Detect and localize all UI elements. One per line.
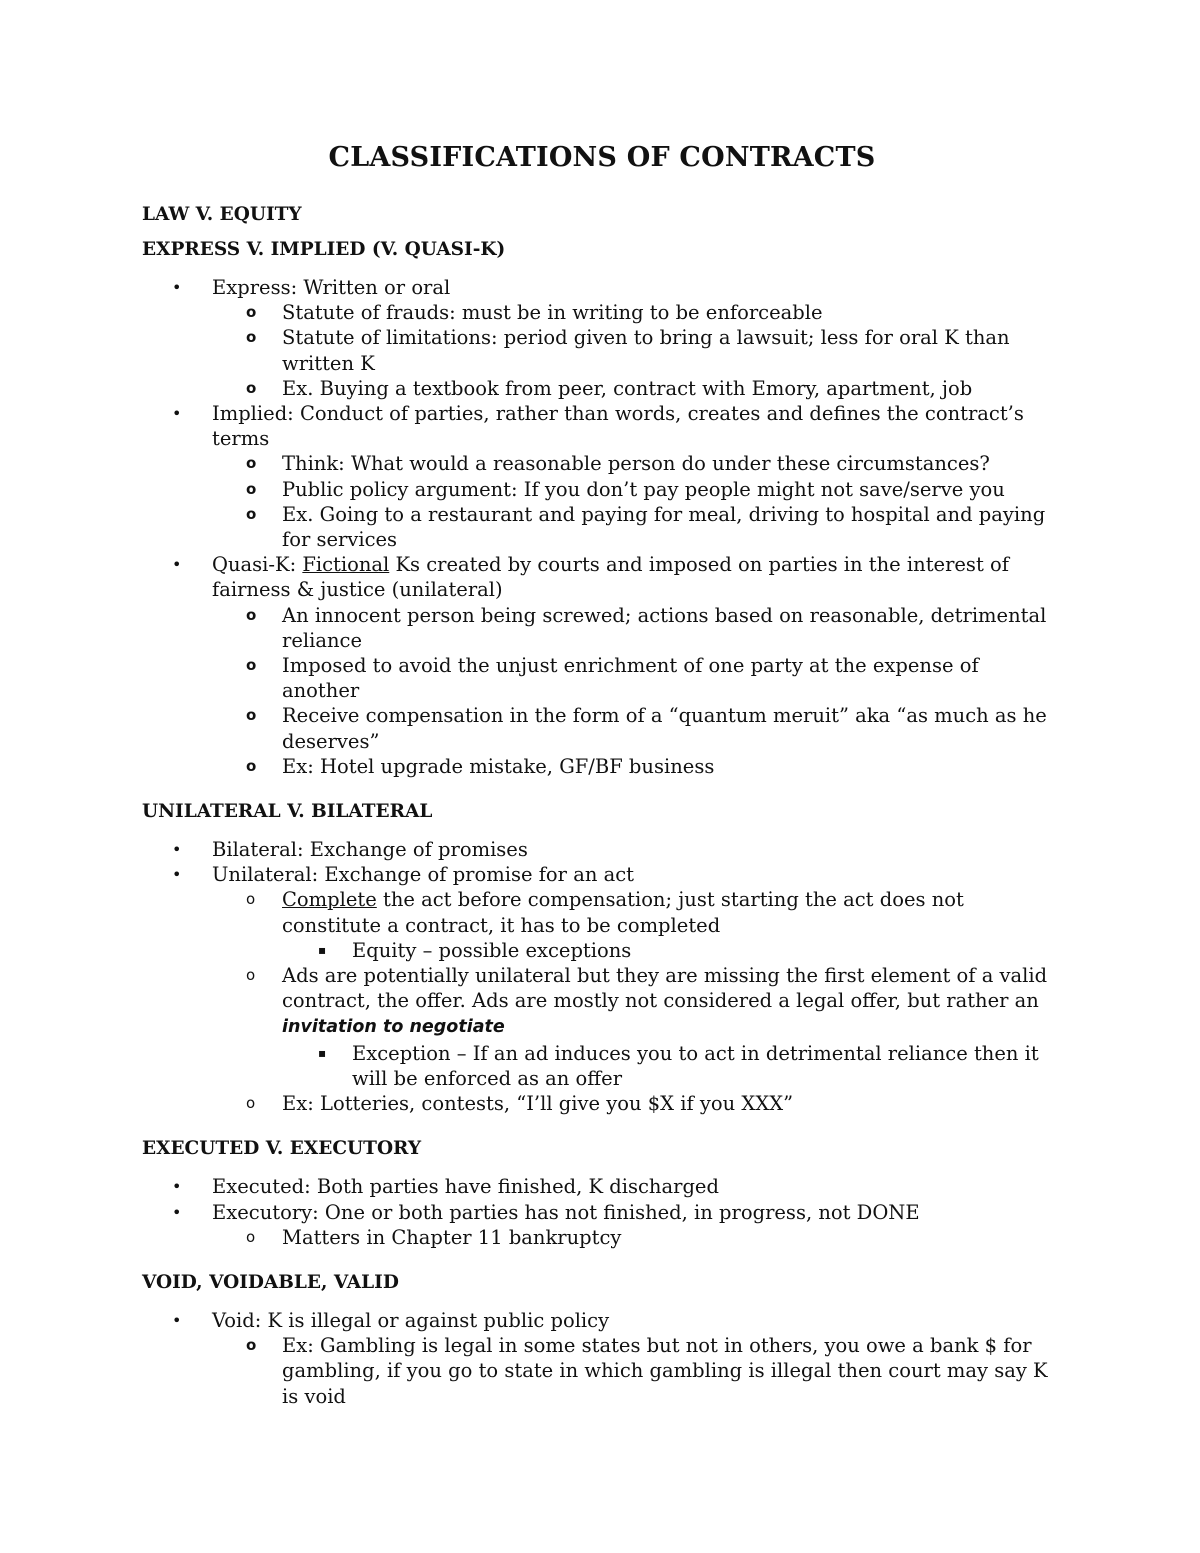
sub-bullet-icon: o [246, 890, 256, 909]
sub-bullet-icon: o [246, 656, 257, 675]
list-item-implied-example: o Ex. Going to a restaurant and paying for meal, driving to hospital and paying for services [246, 502, 1046, 552]
list-executed-executory [142, 1174, 1062, 1250]
bullet-icon: • [172, 1202, 182, 1222]
sub-bullet-icon: o [246, 454, 257, 473]
sub-bullet-icon: o [246, 479, 257, 498]
list-item-ads-exception: ▪ Exception – If an ad induces you to act in detrimental reliance then it will be enforced as an offer [318, 1041, 1039, 1090]
list-item-unilateral: • Unilateral: Exchange of promise for an act [172, 863, 634, 887]
list-item-quasi-unjust: o Imposed to avoid the unjust enrichment of one party at the expense of another [246, 654, 979, 703]
list-item-equity-exception: ▪ Equity – possible exceptions [318, 938, 632, 962]
bullet-icon: • [172, 840, 182, 860]
list-item-unilateral-example: o Ex: Lotteries, contests, “I’ll give you $X if you XXX” [246, 1092, 794, 1116]
list-item-gambling-example: o Ex: Gambling is legal in some states but not in others, you owe a bank $ for gambling, if you go to state in which gambling is illegal then court may say K is void [246, 1334, 1048, 1408]
sub-bullet-icon: o [246, 378, 257, 397]
sub-bullet-icon: o [246, 1336, 257, 1355]
bullet-icon: • [172, 1177, 182, 1197]
list-item-implied-policy: o Public policy argument: If you don’t pay people might not save/serve you [246, 477, 1005, 501]
sub-bullet-icon: o [246, 706, 257, 725]
heading-unilateral-bilateral: UNILATERAL V. BILATERAL [142, 801, 433, 823]
bullet-icon: • [172, 1310, 182, 1330]
list-express-implied [142, 275, 1062, 779]
sub-bullet-icon: o [246, 605, 257, 624]
list-item-void: • Void: K is illegal or against public policy [172, 1308, 610, 1332]
list-item-ads: o Ads are potentially unilateral but they are missing the first element of a valid contract, the offer. Ads are mostly not considered a legal offer, but rather an invitation to negotiate [246, 964, 1048, 1038]
sub-bullet-icon: o [246, 966, 256, 985]
sub-bullet-icon: o [246, 1094, 256, 1113]
list-item-implied: • Implied: Conduct of parties, rather than words, creates and defines the contract’s terms [172, 402, 1024, 451]
list-item-executed: • Executed: Both parties have finished, K discharged [172, 1175, 719, 1199]
sub-bullet-icon: o [246, 303, 257, 322]
sub-bullet-icon: o [246, 504, 257, 523]
list-item-implied-think: o Think: What would a reasonable person do under these circumstances? [246, 452, 990, 476]
heading-express-implied: EXPRESS V. IMPLIED (V. QUASI-K) [142, 239, 506, 260]
heading-executed-executory: EXECUTED V. EXECUTORY [142, 1138, 422, 1160]
bullet-icon: • [172, 278, 182, 297]
list-item-express-example: o Ex. Buying a textbook from peer, contract with Emory, apartment, job [246, 376, 973, 400]
heading-void-voidable: VOID, VOIDABLE, VALID [142, 1271, 399, 1293]
square-bullet-icon: ▪ [318, 942, 327, 957]
list-item-complete: o Complete the act before compensation; just starting the act does not constitute a contract, it has to be completed [246, 888, 964, 937]
list-item-executory: • Executory: One or both parties has not finished, in progress, not DONE [172, 1200, 920, 1224]
emphasized-term: invitation to negotiate [282, 1017, 505, 1038]
list-item-quasi: • Quasi-K: Fictional Ks created by courts and imposed on parties in the interest of fairness & justice (unilateral) [172, 553, 1009, 602]
square-bullet-icon: ▪ [318, 1045, 327, 1060]
list-item-bilateral: • Bilateral: Exchange of promises [172, 838, 528, 862]
list-unilateral-bilateral [142, 837, 1062, 1116]
list-item-statute-frauds: o Statute of frauds: must be in writing to be enforceable [246, 301, 823, 325]
bullet-icon: • [172, 865, 182, 885]
list-item-quasi-innocent: o An innocent person being screwed; actions based on reasonable, detrimental reliance [246, 603, 1047, 652]
sub-bullet-icon: o [246, 756, 257, 775]
list-item-express: • Express: Written or oral [172, 276, 451, 299]
underlined-term: Complete [282, 888, 377, 912]
list-item-quasi-meruit: o Receive compensation in the form of a “quantum meruit” aka “as much as he deserves” [246, 704, 1047, 753]
list-item-bankruptcy: o Matters in Chapter 11 bankruptcy [246, 1225, 622, 1249]
document-page [142, 138, 1062, 1409]
bullet-icon: • [172, 555, 182, 575]
bullet-icon: • [172, 404, 182, 424]
sub-bullet-icon: o [246, 1227, 256, 1246]
heading-law-equity: LAW V. EQUITY [142, 204, 302, 225]
list-void-voidable [142, 1308, 1062, 1409]
underlined-term: Fictional [302, 553, 390, 577]
list-item-quasi-example: o Ex: Hotel upgrade mistake, GF/BF business [246, 754, 715, 778]
page-title: CLASSIFICATIONS OF CONTRACTS [328, 142, 876, 173]
list-item-statute-limitations: o Statute of limitations: period given to bring a lawsuit; less for oral K than written K [246, 326, 1010, 375]
sub-bullet-icon: o [246, 328, 257, 347]
